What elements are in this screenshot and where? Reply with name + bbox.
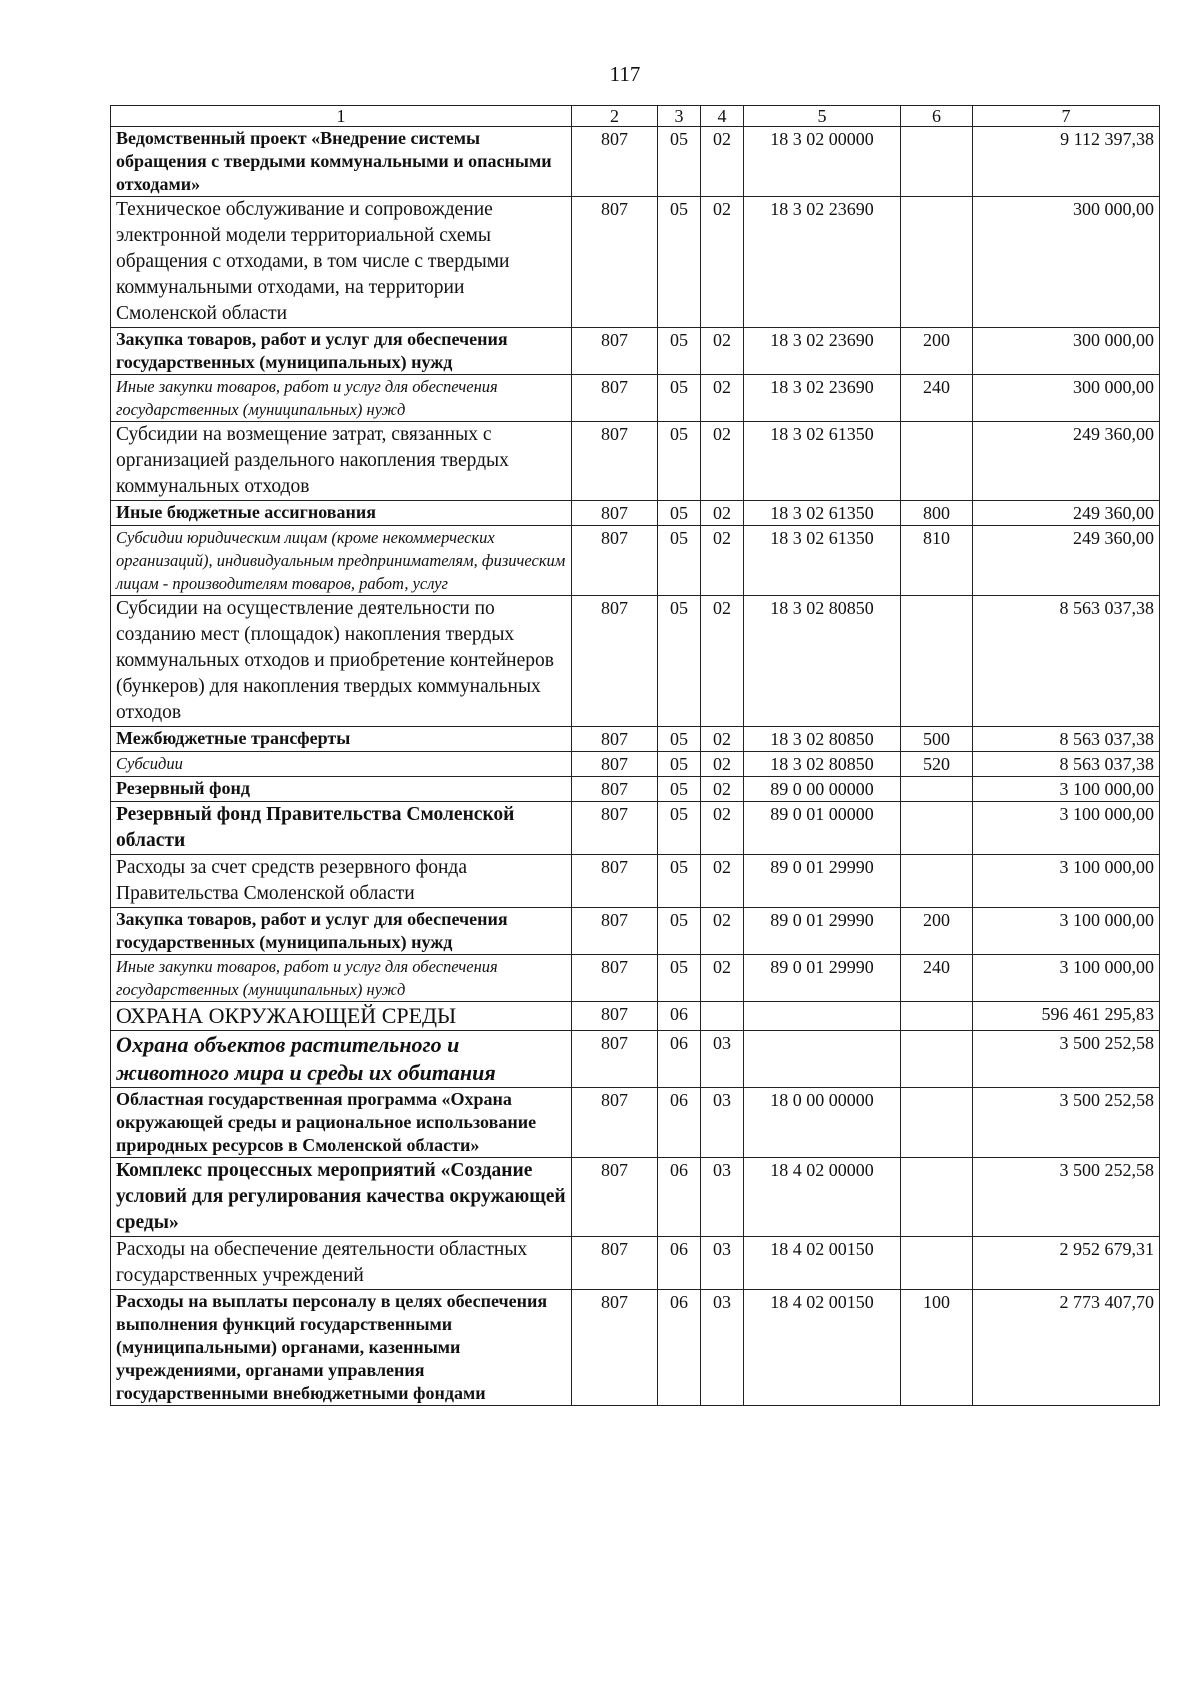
target-item-code: 18 3 02 00000 [744,127,901,197]
table-row [111,501,1160,526]
subsection-code: 02 [701,855,744,908]
expense-type-code [901,1158,973,1237]
row-title: ОХРАНА ОКРУЖАЮЩЕЙ СРЕДЫ [111,1002,572,1031]
subsection-code: 02 [701,727,744,752]
target-item-code: 18 3 02 23690 [744,328,901,375]
row-title: Областная государственная программа «Охрана окружающей среды и рациональное использование природных ресурсов в Смоленской области» [111,1088,572,1158]
section-code: 06 [658,1088,701,1158]
target-item-code: 18 3 02 61350 [744,501,901,526]
amount: 2 952 679,31 [973,1237,1160,1290]
subsection-code: 02 [701,328,744,375]
amount: 249 360,00 [973,526,1160,596]
section-code: 05 [658,727,701,752]
table-row [111,777,1160,802]
subsection-code: 02 [701,127,744,197]
section-code: 05 [658,501,701,526]
section-code: 06 [658,1002,701,1031]
section-code: 05 [658,777,701,802]
amount: 3 100 000,00 [973,802,1160,855]
amount: 8 563 037,38 [973,596,1160,727]
target-item-code [744,1031,901,1088]
amount: 8 563 037,38 [973,752,1160,777]
row-title: Ведомственный проект «Внедрение системы обращения с твердыми коммунальными и опасными отходами» [111,127,572,197]
subsection-code: 03 [701,1158,744,1237]
target-item-code: 18 3 02 80850 [744,596,901,727]
header-col-2: 2 [572,106,658,127]
row-title: Иные закупки товаров, работ и услуг для обеспечения государственных (муниципальных) нужд [111,375,572,422]
table-row [111,1031,1160,1088]
header-col-4: 4 [701,106,744,127]
row-title: Закупка товаров, работ и услуг для обеспечения государственных (муниципальных) нужд [111,908,572,955]
section-code: 05 [658,752,701,777]
table-row [111,855,1160,908]
row-title: Техническое обслуживание и сопровождение электронной модели территориальной схемы обращения с отходами, в том числе с твердыми коммунальными отходами, на территории Смоленской области [111,197,572,328]
target-item-code: 18 4 02 00150 [744,1237,901,1290]
row-title: Межбюджетные трансферты [111,727,572,752]
header-col-6: 6 [901,106,973,127]
table-row [111,752,1160,777]
row-title: Резервный фонд Правительства Смоленской области [111,802,572,855]
expense-type-code [901,1002,973,1031]
section-code: 05 [658,127,701,197]
amount: 300 000,00 [973,197,1160,328]
expense-type-code: 240 [901,375,973,422]
expense-type-code [901,855,973,908]
subsection-code: 02 [701,908,744,955]
ministry-code: 807 [572,1031,658,1088]
target-item-code: 18 4 02 00150 [744,1290,901,1406]
amount: 3 500 252,58 [973,1088,1160,1158]
table-row [111,908,1160,955]
ministry-code: 807 [572,1088,658,1158]
amount: 9 112 397,38 [973,127,1160,197]
ministry-code: 807 [572,955,658,1002]
subsection-code: 02 [701,802,744,855]
ministry-code: 807 [572,752,658,777]
expense-type-code [901,1031,973,1088]
amount: 8 563 037,38 [973,727,1160,752]
target-item-code: 89 0 01 29990 [744,855,901,908]
target-item-code: 89 0 01 00000 [744,802,901,855]
section-code: 06 [658,1290,701,1406]
amount: 596 461 295,83 [973,1002,1160,1031]
row-title: Расходы за счет средств резервного фонда Правительства Смоленской области [111,855,572,908]
target-item-code: 89 0 01 29990 [744,955,901,1002]
subsection-code: 02 [701,596,744,727]
amount: 3 100 000,00 [973,777,1160,802]
section-code: 05 [658,197,701,328]
ministry-code: 807 [572,375,658,422]
ministry-code: 807 [572,1158,658,1237]
subsection-code: 03 [701,1088,744,1158]
expense-type-code [901,596,973,727]
ministry-code: 807 [572,127,658,197]
table-row [111,375,1160,422]
section-code: 06 [658,1158,701,1237]
target-item-code: 18 3 02 23690 [744,375,901,422]
expense-type-code [901,777,973,802]
amount: 3 500 252,58 [973,1158,1160,1237]
table-row [111,1158,1160,1237]
ministry-code: 807 [572,802,658,855]
table-row [111,955,1160,1002]
subsection-code: 03 [701,1237,744,1290]
expense-type-code: 200 [901,328,973,375]
expense-type-code: 100 [901,1290,973,1406]
table-row [111,1088,1160,1158]
target-item-code: 18 3 02 80850 [744,752,901,777]
table-row [111,328,1160,375]
amount: 3 100 000,00 [973,955,1160,1002]
expense-type-code: 810 [901,526,973,596]
row-title: Комплекс процессных мероприятий «Создание условий для регулирования качества окружающей среды» [111,1158,572,1237]
ministry-code: 807 [572,1237,658,1290]
subsection-code: 02 [701,197,744,328]
amount: 300 000,00 [973,328,1160,375]
amount: 300 000,00 [973,375,1160,422]
amount: 3 500 252,58 [973,1031,1160,1088]
section-code: 06 [658,1031,701,1088]
ministry-code: 807 [572,855,658,908]
expense-type-code [901,1237,973,1290]
expense-type-code [901,422,973,501]
row-title: Иные бюджетные ассигнования [111,501,572,526]
target-item-code: 18 3 02 61350 [744,526,901,596]
header-col-5: 5 [744,106,901,127]
target-item-code: 89 0 01 29990 [744,908,901,955]
subsection-code: 02 [701,777,744,802]
ministry-code: 807 [572,422,658,501]
expense-type-code [901,802,973,855]
row-title: Субсидии юридическим лицам (кроме некоммерческих организаций), индивидуальным предпринимателям, физическим лицам - производителям товаров, работ, услуг [111,526,572,596]
subsection-code: 03 [701,1290,744,1406]
expense-type-code: 200 [901,908,973,955]
expense-type-code: 500 [901,727,973,752]
section-code: 05 [658,908,701,955]
row-title: Субсидии на возмещение затрат, связанных с организацией раздельного накопления твердых коммунальных отходов [111,422,572,501]
section-code: 06 [658,1237,701,1290]
target-item-code: 18 3 02 61350 [744,422,901,501]
ministry-code: 807 [572,197,658,328]
ministry-code: 807 [572,1290,658,1406]
ministry-code: 807 [572,526,658,596]
row-title: Закупка товаров, работ и услуг для обеспечения государственных (муниципальных) нужд [111,328,572,375]
header-col-3: 3 [658,106,701,127]
amount: 3 100 000,00 [973,855,1160,908]
expense-type-code [901,197,973,328]
amount: 3 100 000,00 [973,908,1160,955]
target-item-code: 89 0 00 00000 [744,777,901,802]
row-title: Резервный фонд [111,777,572,802]
table-row [111,422,1160,501]
expense-type-code: 800 [901,501,973,526]
table-body [111,127,1160,1406]
row-title: Субсидии [111,752,572,777]
section-code: 05 [658,375,701,422]
table-row [111,596,1160,727]
header-row [111,106,1160,127]
ministry-code: 807 [572,777,658,802]
target-item-code: 18 4 02 00000 [744,1158,901,1237]
table-row [111,1002,1160,1031]
section-code: 05 [658,802,701,855]
ministry-code: 807 [572,328,658,375]
amount: 249 360,00 [973,501,1160,526]
expense-type-code [901,127,973,197]
subsection-code: 02 [701,955,744,1002]
target-item-code: 18 3 02 80850 [744,727,901,752]
amount: 249 360,00 [973,422,1160,501]
ministry-code: 807 [572,908,658,955]
ministry-code: 807 [572,727,658,752]
ministry-code: 807 [572,1002,658,1031]
ministry-code: 807 [572,501,658,526]
section-code: 05 [658,955,701,1002]
row-title: Расходы на выплаты персоналу в целях обеспечения выполнения функций государственными (муниципальными) органами, казенными учреждениями, органами управления государственными внебюджетными фондами [111,1290,572,1406]
header-col-7: 7 [973,106,1160,127]
subsection-code: 03 [701,1031,744,1088]
header-col-1: 1 [111,106,572,127]
table-row [111,197,1160,328]
section-code: 05 [658,422,701,501]
table-row [111,1237,1160,1290]
row-title: Охрана объектов растительного и животного мира и среды их обитания [111,1031,572,1088]
section-code: 05 [658,855,701,908]
target-item-code [744,1002,901,1031]
section-code: 05 [658,596,701,727]
expense-type-code: 240 [901,955,973,1002]
page-number: 117 [609,62,641,86]
subsection-code: 02 [701,501,744,526]
amount: 2 773 407,70 [973,1290,1160,1406]
table-row [111,802,1160,855]
subsection-code: 02 [701,422,744,501]
subsection-code [701,1002,744,1031]
table-header [111,106,1160,127]
target-item-code: 18 3 02 23690 [744,197,901,328]
table-row [111,127,1160,197]
section-code: 05 [658,328,701,375]
subsection-code: 02 [701,526,744,596]
row-title: Расходы на обеспечение деятельности областных государственных учреждений [111,1237,572,1290]
row-title: Субсидии на осуществление деятельности по созданию мест (площадок) накопления твердых коммунальных отходов и приобретение контейнеров (бункеров) для накопления твердых коммунальных отходов [111,596,572,727]
row-title: Иные закупки товаров, работ и услуг для обеспечения государственных (муниципальных) нужд [111,955,572,1002]
table-row [111,1290,1160,1406]
expense-type-code [901,1088,973,1158]
table-row [111,727,1160,752]
expense-type-code: 520 [901,752,973,777]
section-code: 05 [658,526,701,596]
budget-table [110,105,1160,1406]
subsection-code: 02 [701,375,744,422]
subsection-code: 02 [701,752,744,777]
ministry-code: 807 [572,596,658,727]
table-row [111,526,1160,596]
target-item-code: 18 0 00 00000 [744,1088,901,1158]
